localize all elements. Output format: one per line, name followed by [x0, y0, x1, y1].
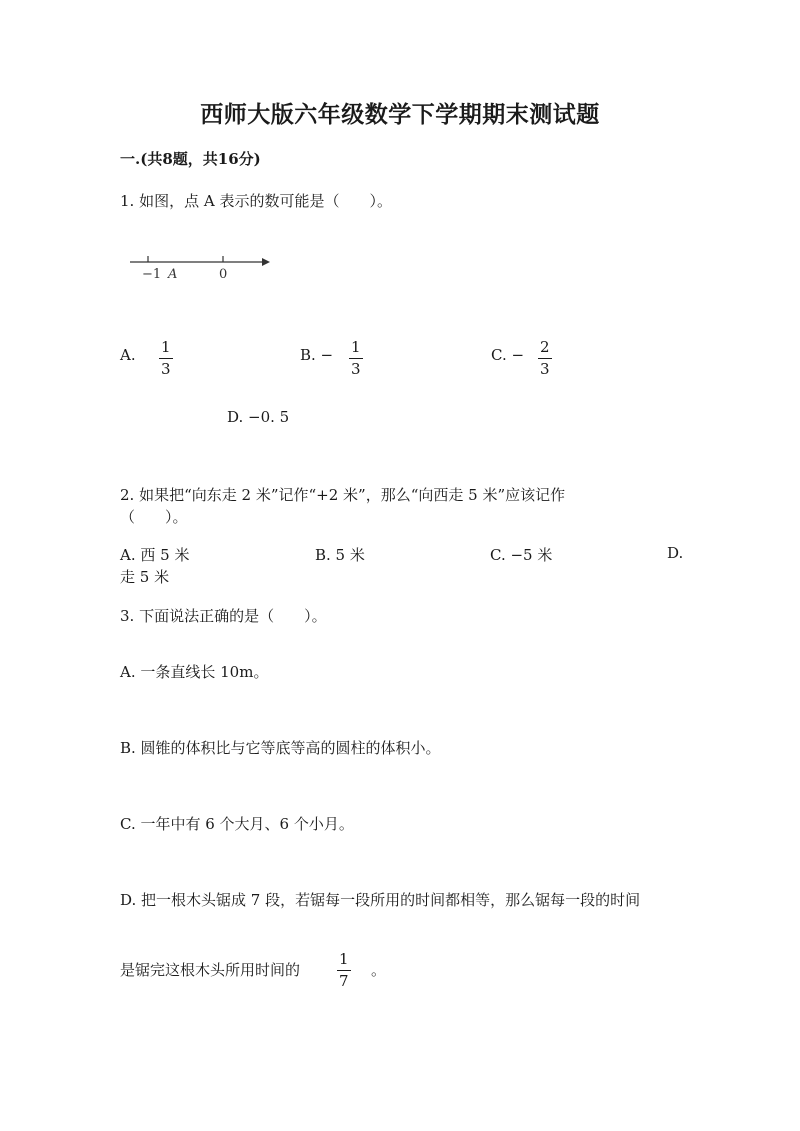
fraction-denominator: 7 [339, 972, 349, 990]
q2-option-a: A. 西 5 米 [120, 546, 190, 564]
q2-option-d-part2: 走 5 米 [120, 568, 170, 586]
q1-option-a-fraction [159, 340, 173, 377]
number-line-arrow [262, 258, 270, 266]
fraction-bar [538, 358, 552, 359]
q1-option-d: D. −0. 5 [227, 408, 290, 426]
q3-option-a: A. 一条直线长 10m。 [120, 663, 269, 681]
q3-option-d-end: 。 [371, 961, 387, 979]
question-2-stem-line2: （ ）。 [120, 508, 188, 526]
fraction-bar [337, 970, 351, 971]
question-1-stem: 1. 如图，点 A 表示的数可能是（ ）。 [120, 192, 392, 210]
q2-option-b: B. 5 米 [315, 546, 365, 564]
q2-option-d-part1: D. [667, 544, 684, 562]
q1-option-b-fraction [349, 340, 363, 377]
question-3-stem: 3. 下面说法正确的是（ ）。 [120, 607, 327, 625]
q3-option-c: C. 一年中有 6 个大月、6 个小月。 [120, 815, 354, 833]
label-zero: 0 [219, 267, 228, 282]
fraction-numerator: 1 [351, 338, 361, 356]
q1-option-c-fraction [538, 340, 552, 377]
q2-option-c: C. −5 米 [490, 546, 553, 564]
page-title: 西师大版六年级数学下学期期末测试题 [200, 101, 600, 128]
fraction-denominator: 3 [161, 360, 171, 378]
fraction-numerator: 1 [161, 338, 171, 356]
fraction-bar [349, 358, 363, 359]
q3-option-d-line1: D. 把一根木头锯成 7 段，若锯每一段所用的时间都相等，那么锯每一段的时间 [120, 891, 641, 909]
q1-option-a-label: A. [120, 346, 136, 364]
label-point-a: A [168, 267, 178, 282]
q1-option-b-label: B. − [300, 346, 334, 364]
q3-option-d-fraction [337, 952, 351, 989]
fraction-bar [159, 358, 173, 359]
section-heading: 一.(共8题，共16分) [120, 150, 261, 168]
fraction-denominator: 3 [351, 360, 361, 378]
number-line-figure [126, 248, 276, 284]
fraction-denominator: 3 [540, 360, 550, 378]
q3-option-d-line2: 是锯完这根木头所用时间的 [120, 961, 301, 979]
label-minus-one: −1 [142, 267, 162, 282]
q1-option-c-label: C. − [491, 346, 525, 364]
fraction-numerator: 2 [540, 338, 550, 356]
question-2-stem-line1: 2. 如果把“向东走 2 米”记作“+2 米”，那么“向西走 5 米”应该记作 [120, 486, 566, 504]
q3-option-b: B. 圆锥的体积比与它等底等高的圆柱的体积小。 [120, 739, 441, 757]
fraction-numerator: 1 [339, 950, 349, 968]
